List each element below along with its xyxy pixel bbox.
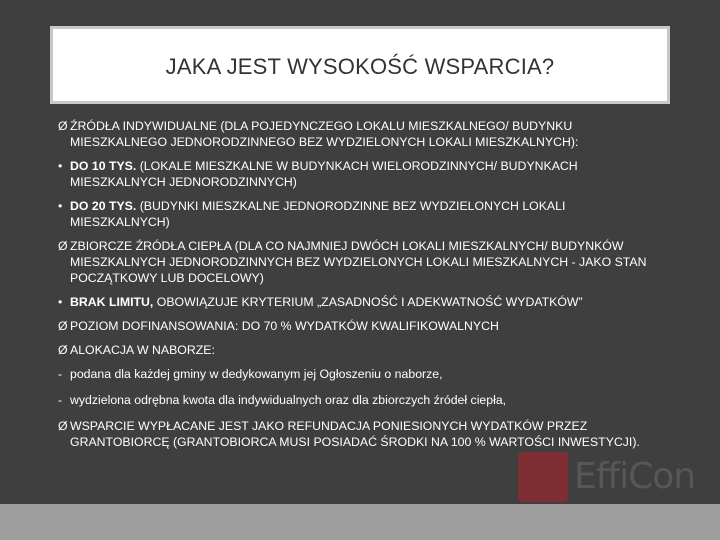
list-item-text: ALOKACJA W NABORZE: (70, 343, 215, 357)
dot-bullet-icon: • (58, 295, 63, 309)
dash-bullet-icon: - (58, 367, 63, 381)
bullet-list (58, 118, 658, 458)
arrow-bullet-icon: Ø (58, 319, 68, 333)
dot-bullet-icon: • (58, 159, 63, 173)
dash-bullet-icon: - (58, 393, 63, 407)
list-item (58, 198, 658, 230)
list-item (58, 342, 658, 358)
logo-mark-icon (518, 452, 568, 502)
list-item (58, 392, 658, 408)
list-item-text: wydzielona odrębna kwota dla indywidualnych oraz dla zbiorczych źródeł ciepła, (70, 393, 507, 407)
footer-bar (0, 504, 720, 540)
list-item (58, 294, 658, 310)
list-item (58, 366, 658, 382)
list-item (58, 158, 658, 190)
list-item-text: (LOKALE MIESZKALNE W BUDYNKACH WIELORODZINNYCH/ BUDYNKACH MIESZKALNYCH JEDNORODZINNYCH) (70, 159, 578, 189)
title-box (50, 26, 670, 104)
list-item-text: podana dla każdej gminy w dedykowanym jej Ogłoszeniu o naborze, (70, 367, 443, 381)
arrow-bullet-icon: Ø (58, 343, 68, 357)
list-item (58, 238, 658, 286)
list-item-text: OBOWIĄZUJE KRYTERIUM „ZASADNOŚĆ I ADEKWATNOŚĆ WYDATKÓW” (153, 295, 583, 309)
list-item (58, 418, 658, 450)
list-item (58, 118, 658, 150)
list-item-strong: BRAK LIMITU, (70, 295, 154, 309)
list-item-strong: DO 10 TYS. (70, 159, 137, 173)
list-item-text: ZBIORCZE ŹRÓDŁA CIEPŁA (DLA CO NAJMNIEJ DWÓCH LOKALI MIESZKALNYCH/ BUDYNKÓW MIESZKALNYCH JEDNORODZINNYCH BEZ WYDZIELONYCH LOKALI MIESZKALNYCH - JAKO STAN POCZĄTKOWY LUB DOCELOWY) (70, 239, 647, 285)
logo-text: EffiCon (574, 456, 696, 497)
arrow-bullet-icon: Ø (58, 119, 68, 133)
arrow-bullet-icon: Ø (58, 419, 68, 433)
list-item-text: (BUDYNKI MIESZKALNE JEDNORODZINNE BEZ WYDZIELONYCH LOKALI MIESZKALNYCH) (70, 199, 566, 229)
arrow-bullet-icon: Ø (58, 239, 68, 253)
list-item-text: ŹRÓDŁA INDYWIDUALNE (DLA POJEDYNCZEGO LOKALU MIESZKALNEGO/ BUDYNKU MIESZKALNEGO JEDNORODZINNEGO BEZ WYDZIELONYCH LOKALI MIESZKALNYCH): (70, 119, 579, 149)
slide-title: JAKA JEST WYSOKOŚĆ WSPARCIA? (165, 54, 555, 79)
dot-bullet-icon: • (58, 199, 63, 213)
list-item-text: WSPARCIE WYPŁACANE JEST JAKO REFUNDACJA PONIESIONYCH WYDATKÓW PRZEZ GRANTOBIORCĘ (GRANTOBIORCA MUSI POSIADAĆ ŚRODKI NA 100 % WARTOŚCI INWESTYCJI). (70, 419, 640, 449)
list-item-text: POZIOM DOFINANSOWANIA: DO 70 % WYDATKÓW KWALIFIKOWALNYCH (70, 319, 499, 333)
efficon-logo (518, 452, 720, 504)
list-item-strong: DO 20 TYS. (70, 199, 137, 213)
list-item (58, 318, 658, 334)
